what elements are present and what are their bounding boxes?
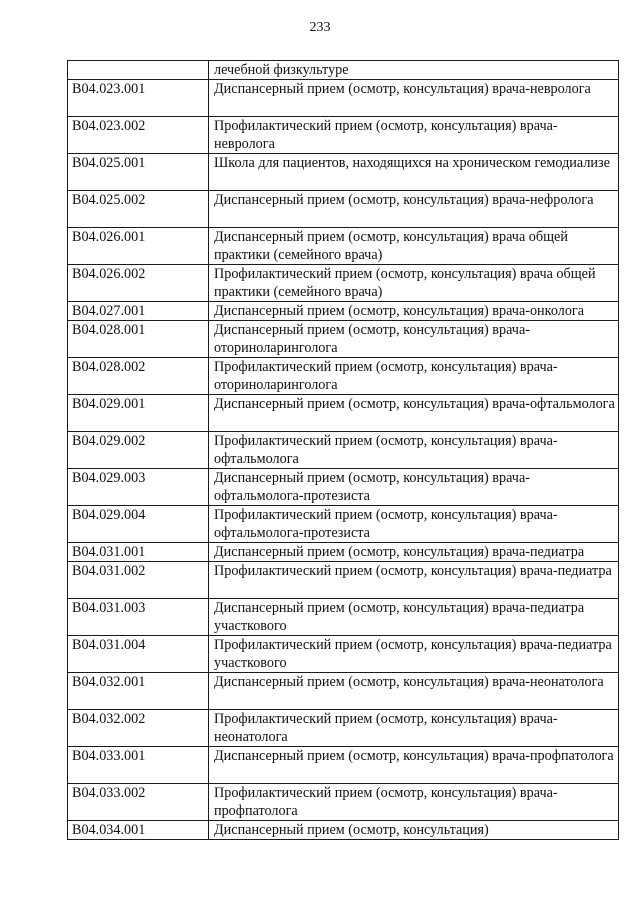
table-row bbox=[68, 784, 619, 821]
service-code: B04.034.001 bbox=[68, 821, 209, 840]
page-number: 233 bbox=[309, 20, 331, 35]
service-code: B04.023.002 bbox=[68, 117, 209, 154]
service-description: Профилактический прием (осмотр, консультация) врача-неонатолога bbox=[209, 710, 619, 747]
service-description: Профилактический прием (осмотр, консультация) врача общей практики (семейного врача) bbox=[209, 265, 619, 302]
service-code: B04.031.003 bbox=[68, 599, 209, 636]
table-row bbox=[68, 673, 619, 710]
service-code: B04.029.004 bbox=[68, 506, 209, 543]
service-code: B04.026.001 bbox=[68, 228, 209, 265]
service-code: B04.028.001 bbox=[68, 321, 209, 358]
table-row bbox=[68, 747, 619, 784]
service-description: Профилактический прием (осмотр, консультация) врача-педиатра bbox=[209, 562, 619, 599]
table-row bbox=[68, 599, 619, 636]
service-code: B04.025.002 bbox=[68, 191, 209, 228]
service-description: Диспансерный прием (осмотр, консультация) bbox=[209, 821, 619, 840]
service-code: B04.033.002 bbox=[68, 784, 209, 821]
service-description: Диспансерный прием (осмотр, консультация) врача общей практики (семейного врача) bbox=[209, 228, 619, 265]
table-row bbox=[68, 395, 619, 432]
service-description: Диспансерный прием (осмотр, консультация) врача-педиатра участкового bbox=[209, 599, 619, 636]
service-description: Диспансерный прием (осмотр, консультация) врача-нефролога bbox=[209, 191, 619, 228]
service-code: B04.025.001 bbox=[68, 154, 209, 191]
service-code: B04.029.002 bbox=[68, 432, 209, 469]
table-row bbox=[68, 636, 619, 673]
service-description: Диспансерный прием (осмотр, консультация) врача-профпатолога bbox=[209, 747, 619, 784]
table-row bbox=[68, 228, 619, 265]
service-description: Диспансерный прием (осмотр, консультация) врача-онколога bbox=[209, 302, 619, 321]
service-description: Диспансерный прием (осмотр, консультация) врача-офтальмолога-протезиста bbox=[209, 469, 619, 506]
service-description: Диспансерный прием (осмотр, консультация) врача-педиатра bbox=[209, 543, 619, 562]
service-description: Диспансерный прием (осмотр, консультация) врача-невролога bbox=[209, 80, 619, 117]
service-code: B04.031.002 bbox=[68, 562, 209, 599]
service-code: B04.029.003 bbox=[68, 469, 209, 506]
table-row bbox=[68, 506, 619, 543]
service-code: B04.029.001 bbox=[68, 395, 209, 432]
service-code: B04.026.002 bbox=[68, 265, 209, 302]
service-description: Профилактический прием (осмотр, консультация) врача-оториноларинголога bbox=[209, 358, 619, 395]
table-row bbox=[68, 191, 619, 228]
service-description: Профилактический прием (осмотр, консультация) врача-невролога bbox=[209, 117, 619, 154]
table-row bbox=[68, 265, 619, 302]
table-row bbox=[68, 358, 619, 395]
table-row bbox=[68, 432, 619, 469]
table-row bbox=[68, 80, 619, 117]
table-row bbox=[68, 710, 619, 747]
table-row bbox=[68, 543, 619, 562]
service-description: Профилактический прием (осмотр, консультация) врача-офтальмолога bbox=[209, 432, 619, 469]
service-description: Профилактический прием (осмотр, консультация) врача-офтальмолога-протезиста bbox=[209, 506, 619, 543]
service-code: B04.031.001 bbox=[68, 543, 209, 562]
service-code: B04.028.002 bbox=[68, 358, 209, 395]
table-row bbox=[68, 321, 619, 358]
service-description: Школа для пациентов, находящихся на хроническом гемодиализе bbox=[209, 154, 619, 191]
table-row bbox=[68, 821, 619, 840]
service-code: B04.032.001 bbox=[68, 673, 209, 710]
table-row bbox=[68, 117, 619, 154]
table-row bbox=[68, 469, 619, 506]
table-row bbox=[68, 562, 619, 599]
services-table bbox=[67, 60, 619, 840]
service-code bbox=[68, 61, 209, 80]
table-row bbox=[68, 154, 619, 191]
service-description: Диспансерный прием (осмотр, консультация) врача-неонатолога bbox=[209, 673, 619, 710]
service-description: Профилактический прием (осмотр, консультация) врача-профпатолога bbox=[209, 784, 619, 821]
service-code: B04.032.002 bbox=[68, 710, 209, 747]
service-description: Диспансерный прием (осмотр, консультация) врача-оториноларинголога bbox=[209, 321, 619, 358]
service-code: B04.033.001 bbox=[68, 747, 209, 784]
service-code: B04.031.004 bbox=[68, 636, 209, 673]
table-row bbox=[68, 61, 619, 80]
service-code: B04.023.001 bbox=[68, 80, 209, 117]
service-code: B04.027.001 bbox=[68, 302, 209, 321]
service-description: Диспансерный прием (осмотр, консультация) врача-офтальмолога bbox=[209, 395, 619, 432]
service-description: Профилактический прием (осмотр, консультация) врача-педиатра участкового bbox=[209, 636, 619, 673]
table-row bbox=[68, 302, 619, 321]
service-description: лечебной физкультуре bbox=[209, 61, 619, 80]
